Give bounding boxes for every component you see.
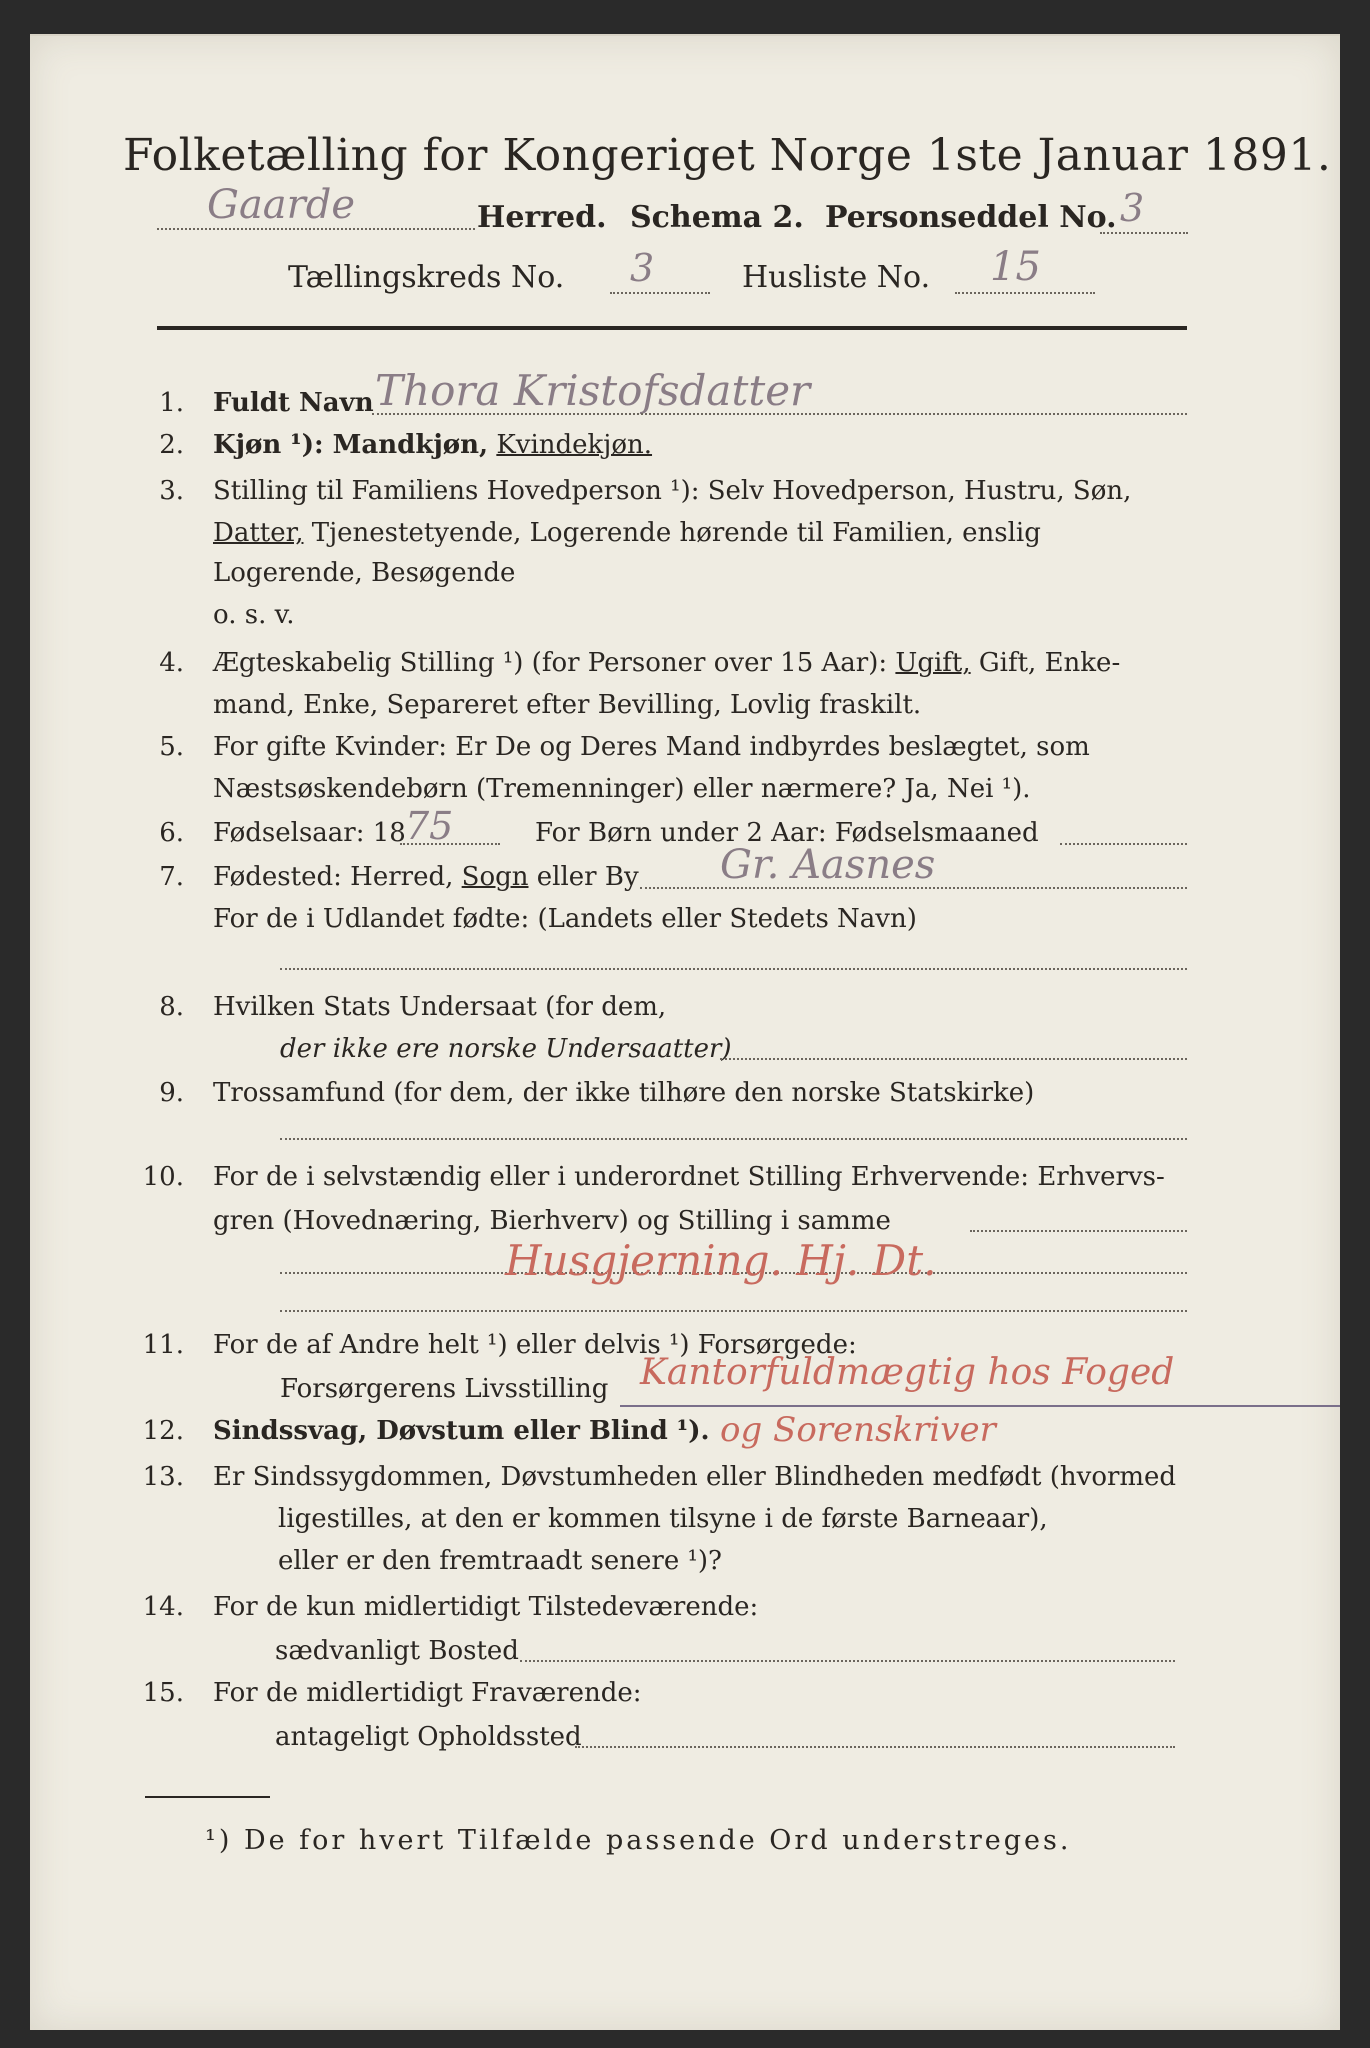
footnote-rule xyxy=(145,1796,270,1798)
item-8-line2: der ikke ere norske Undersaatter) xyxy=(280,1034,732,1064)
item-2-underlined: Kvindekjøn. xyxy=(496,430,653,460)
item-5-line2: Næstsøskendebørn (Tremenninger) eller nærmere? Ja, Nei ¹). xyxy=(213,774,1031,804)
item-5-number: 5. xyxy=(159,732,184,762)
personseddel-value: 3 xyxy=(1120,186,1145,230)
item-10-value: Husgjerning. Hj. Dt. xyxy=(505,1236,937,1285)
schema-label: Schema 2. xyxy=(630,200,804,235)
item-10-line2: gren (Hovednæring, Bierhverv) og Stilling i samme xyxy=(213,1206,891,1236)
item-7-line1 xyxy=(213,862,639,892)
item-11-value-1: Kantorfuldmægtig hos Foged xyxy=(640,1352,1175,1393)
item-11-line1: For de af Andre helt ¹) eller delvis ¹) Forsørgede: xyxy=(213,1330,857,1360)
item-13-line3: eller er den fremtraadt senere ¹)? xyxy=(278,1546,722,1576)
item-7-line1b: eller By xyxy=(528,862,639,892)
herred-value: Gaarde xyxy=(207,182,356,228)
item-13-number: 13. xyxy=(142,1462,184,1492)
item-5-line1: For gifte Kvinder: Er De og Deres Mand indbyrdes beslægtet, som xyxy=(213,732,1090,762)
herred-label: Herred. xyxy=(477,200,607,235)
item-4-line1 xyxy=(213,648,1120,678)
item-14-line1: For de kun midlertidigt Tilstedeværende: xyxy=(213,1592,759,1622)
item-3-line2 xyxy=(213,518,1041,548)
item-4-line1b: Gift, Enke- xyxy=(970,648,1121,678)
item-8-dotline xyxy=(720,1058,1187,1060)
personseddel-dotline xyxy=(1100,232,1188,234)
item-7-number: 7. xyxy=(159,862,184,892)
item-7-line1a: Fødested: Herred, xyxy=(213,862,454,892)
item-13-line2: ligestilles, at den er kommen tilsyne i de første Barneaar), xyxy=(278,1504,1048,1534)
item-11-line2: Forsørgerens Livsstilling xyxy=(280,1374,609,1404)
item-7-second-dotline xyxy=(280,968,1187,970)
footnote: ¹) De for hvert Tilfælde passende Ord understreges. xyxy=(205,1825,1072,1856)
item-8-line1: Hvilken Stats Undersaat (for dem, xyxy=(213,992,667,1022)
header-rule xyxy=(157,326,1187,330)
kreds-label: Tællingskreds No. xyxy=(288,260,565,295)
husliste-label: Husliste No. xyxy=(742,260,931,295)
item-6-year-dotline xyxy=(400,843,500,845)
item-3-underlined: Datter, xyxy=(213,518,304,548)
item-6-dotline xyxy=(1060,843,1187,845)
item-6-line1a: Fødselsaar: 18 xyxy=(213,818,406,848)
item-3-number: 3. xyxy=(159,476,184,506)
personseddel-label: Personseddel No. xyxy=(825,200,1117,235)
item-2-label: Kjøn ¹): Mandkjøn, xyxy=(213,430,489,460)
form-title: Folketælling for Kongeriget Norge 1ste Januar 1891. xyxy=(123,130,1332,181)
item-2-line xyxy=(213,430,652,460)
item-9-number: 9. xyxy=(159,1078,184,1108)
item-11-number: 11. xyxy=(142,1330,184,1360)
herred-dotline xyxy=(157,228,475,230)
item-1-label: Fuldt Navn xyxy=(213,388,374,418)
item-2-number: 2. xyxy=(159,430,184,460)
item-11-underline xyxy=(620,1405,1340,1407)
item-10-dotline-3 xyxy=(280,1310,1187,1312)
item-6-line1b: For Børn under 2 Aar: Fødselsmaaned xyxy=(535,818,1039,848)
item-6-year: 75 xyxy=(405,804,454,848)
item-4-number: 4. xyxy=(159,648,184,678)
husliste-value: 15 xyxy=(990,244,1041,290)
item-10-dotline-1 xyxy=(970,1230,1187,1232)
item-15-dotline xyxy=(575,1746,1175,1748)
item-4-underlined: Ugift, xyxy=(895,648,971,678)
husliste-dotline xyxy=(955,292,1095,294)
item-3-line3: Logerende, Besøgende xyxy=(213,558,516,588)
census-form-sheet xyxy=(30,34,1340,2030)
item-1-dotline xyxy=(372,413,1187,415)
item-4-line1a: Ægteskabelig Stilling ¹) (for Personer over 15 Aar): xyxy=(213,648,888,678)
item-13-line1: Er Sindssygdommen, Døvstumheden eller Blindheden medfødt (hvormed xyxy=(213,1462,1177,1492)
item-15-line2: antageligt Opholdssted xyxy=(275,1722,582,1752)
item-14-dotline xyxy=(520,1660,1175,1662)
item-7-line2: For de i Udlandet fødte: (Landets eller Stedets Navn) xyxy=(213,904,917,934)
item-9-line1: Trossamfund (for dem, der ikke tilhøre den norske Statskirke) xyxy=(213,1078,1035,1108)
item-3-line4: o. s. v. xyxy=(213,600,295,630)
item-7-value: Gr. Aasnes xyxy=(720,842,936,888)
kreds-value: 3 xyxy=(630,246,655,290)
item-14-line2: sædvanligt Bosted xyxy=(275,1636,519,1666)
item-1-number: 1. xyxy=(159,388,184,418)
item-7-underlined: Sogn xyxy=(461,862,529,892)
kreds-dotline xyxy=(610,292,710,294)
item-4-line2: mand, Enke, Separeret efter Bevilling, Lovlig fraskilt. xyxy=(213,690,922,720)
item-3-line2-text: Tjenestetyende, Logerende hørende til Familien, enslig xyxy=(303,518,1041,548)
item-3-line1: Stilling til Familiens Hovedperson ¹): Selv Hovedperson, Hustru, Søn, xyxy=(213,476,1132,506)
item-14-number: 14. xyxy=(142,1592,184,1622)
item-10-line1: For de i selvstændig eller i underordnet Stilling Erhvervende: Erhvervs- xyxy=(213,1162,1165,1192)
item-11-value-2: og Sorenskriver xyxy=(720,1410,996,1450)
item-8-number: 8. xyxy=(159,992,184,1022)
item-15-number: 15. xyxy=(142,1678,184,1708)
item-12-number: 12. xyxy=(142,1416,184,1446)
item-9-dotline xyxy=(280,1138,1187,1140)
item-1-value: Thora Kristofsdatter xyxy=(375,366,811,415)
item-7-dotline xyxy=(640,887,1187,889)
item-10-number: 10. xyxy=(142,1162,184,1192)
item-12-line1: Sindssvag, Døvstum eller Blind ¹). xyxy=(213,1416,710,1446)
item-15-line1: For de midlertidigt Fraværende: xyxy=(213,1678,642,1708)
item-6-number: 6. xyxy=(159,818,184,848)
